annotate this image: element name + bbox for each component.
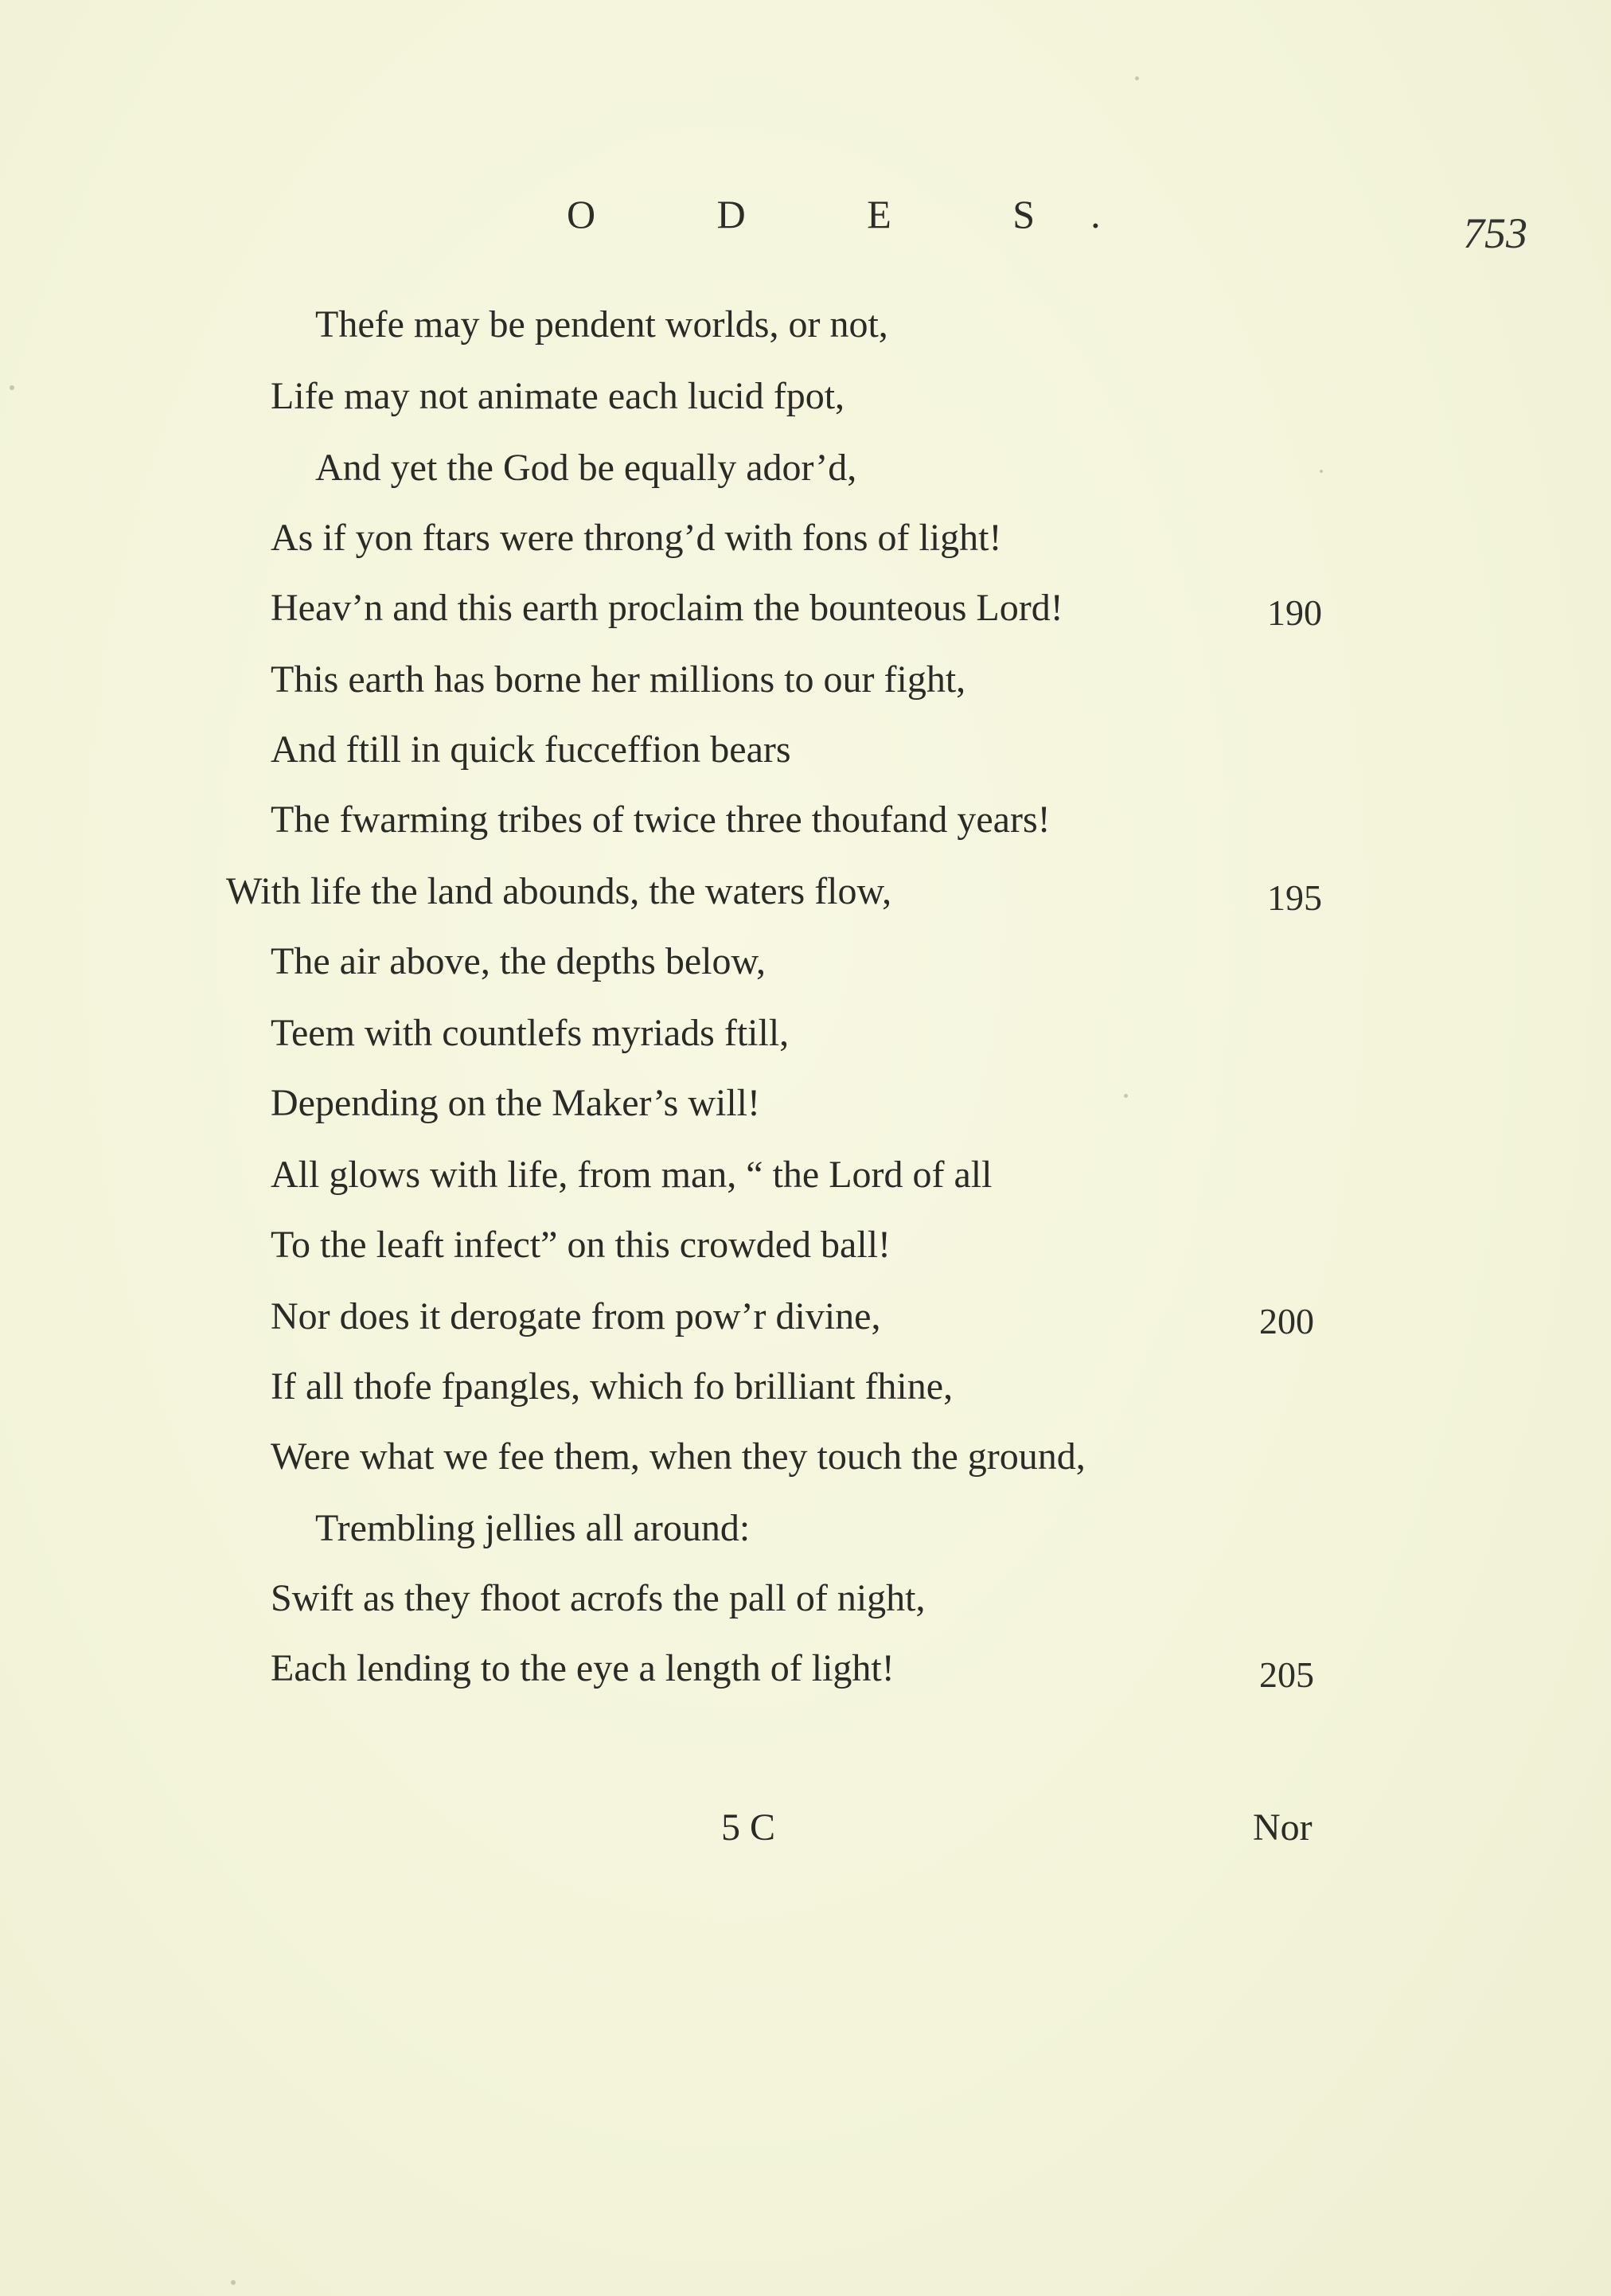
catchword: Nor	[1253, 1806, 1313, 1849]
line-number: 205	[1259, 1654, 1314, 1695]
poem-line: The air above, the depths below,	[271, 940, 766, 982]
poem-line: As if yon ftars were throng’d with fons of light!	[271, 517, 1002, 559]
line-number: 190	[1267, 592, 1322, 633]
poem-line: The fwarming tribes of twice three thoufand years!	[271, 799, 1051, 841]
poem-line: And yet the God be equally ador’d,	[315, 447, 857, 489]
poem-line: Depending on the Maker’s will!	[271, 1082, 760, 1124]
paper-speck	[10, 385, 14, 390]
poem-line: Thefe may be pendent worlds, or not,	[315, 303, 888, 346]
page-number: 753	[1463, 209, 1527, 257]
poem-line: Teem with countlefs myriads ftill,	[271, 1012, 790, 1054]
paper-speck	[1124, 1094, 1128, 1098]
poem-line: Nor does it derogate from pow’r divine,	[271, 1295, 881, 1337]
poem-line: Were what we fee them, when they touch the ground,	[271, 1435, 1086, 1478]
poem-line: To the leaft infect” on this crowded ball!	[271, 1224, 891, 1266]
poem-line: All glows with life, from man, “ the Lord of all	[271, 1154, 993, 1196]
paper-speck	[1320, 470, 1323, 473]
poem-line: This earth has borne her millions to our fight,	[271, 658, 966, 701]
signature-mark: 5 C	[721, 1806, 776, 1849]
poem-line: With life the land abounds, the waters flow,	[226, 870, 892, 912]
poem-line: Heav’n and this earth proclaim the bounteous Lord!	[271, 587, 1063, 629]
paper-speck	[1135, 76, 1139, 80]
poem-line: If all thofe fpangles, which fo brilliant fhine,	[271, 1365, 954, 1408]
line-number: 195	[1267, 877, 1322, 918]
poem-line: Life may not animate each lucid fpot,	[271, 375, 845, 417]
poem-line: Trembling jellies all around:	[315, 1507, 751, 1549]
line-number: 200	[1259, 1301, 1314, 1341]
running-title: O D E S.	[567, 192, 1157, 236]
poem-line: Each lending to the eye a length of light!	[271, 1647, 895, 1689]
paper-speck	[231, 2280, 236, 2285]
poem-line: And ftill in quick fucceffion bears	[271, 728, 791, 771]
poem-line: Swift as they fhoot acrofs the pall of night,	[271, 1577, 926, 1619]
